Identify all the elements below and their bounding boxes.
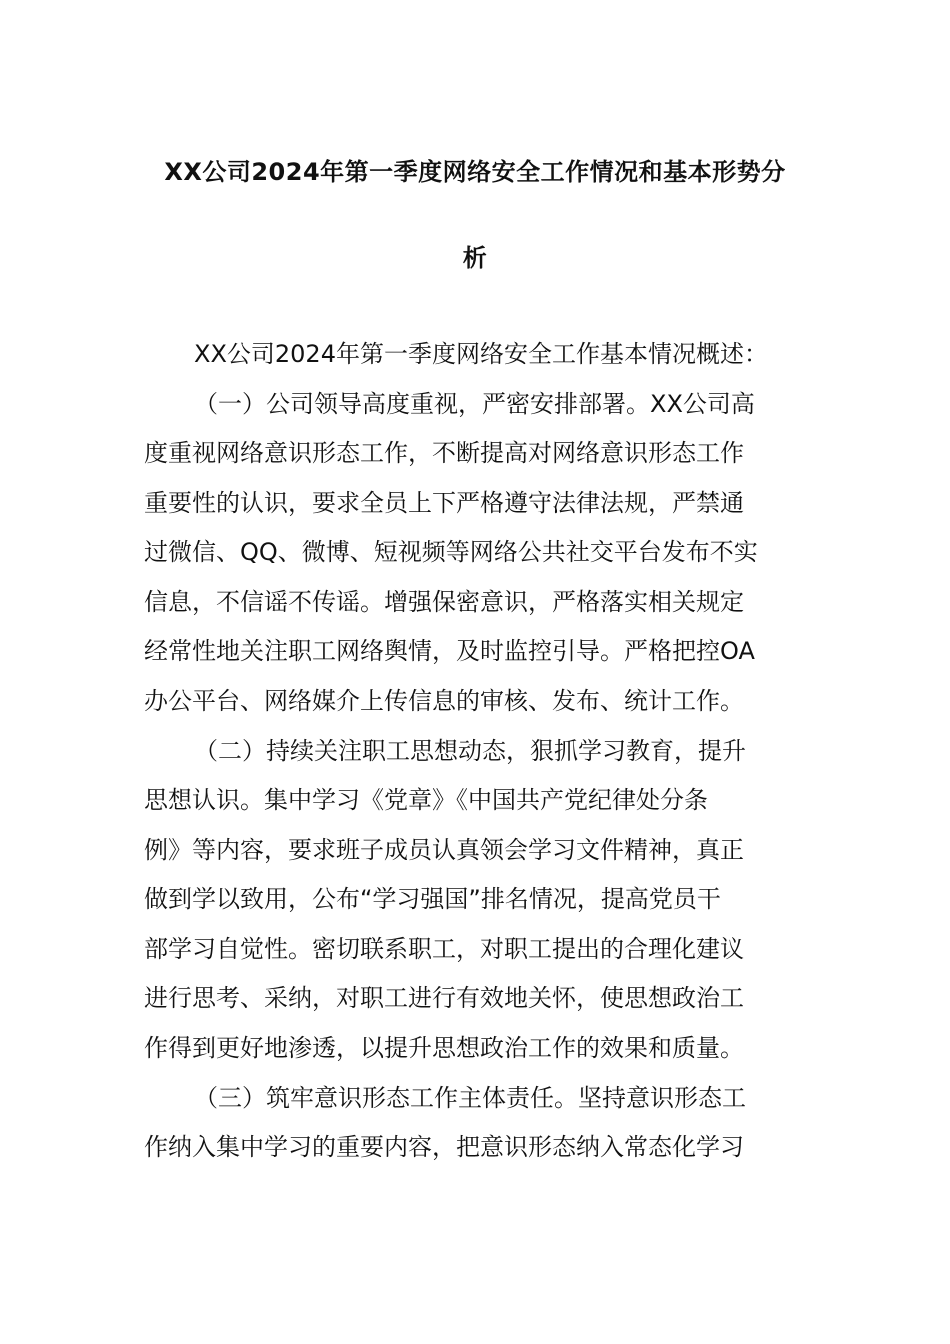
document-title-line-2: 析 xyxy=(462,244,488,272)
paragraph-line: （一）公司领导高度重视，严密安排部署。XX公司高 xyxy=(194,390,755,418)
paragraph-line: 作得到更好地渗透，以提升思想政治工作的效果和质量。 xyxy=(144,1034,744,1062)
paragraph-line: 例》等内容，要求班子成员认真领会学习文件精神，真正 xyxy=(144,836,744,864)
paragraph-line: 办公平台、网络媒介上传信息的审核、发布、统计工作。 xyxy=(144,687,744,715)
paragraph-line: 做到学以致用，公布“学习强国”排名情况，提高党员干 xyxy=(144,885,721,913)
paragraph-line: 思想认识。集中学习《党章》《中国共产党纪律处分条 xyxy=(144,786,708,814)
paragraph-line: 度重视网络意识形态工作，不断提高对网络意识形态工作 xyxy=(144,439,744,467)
paragraph-line: 信息，不信谣不传谣。增强保密意识，严格落实相关规定 xyxy=(144,588,744,616)
paragraph-line: 进行思考、采纳，对职工进行有效地关怀，使思想政治工 xyxy=(144,984,744,1012)
paragraph-line: （二）持续关注职工思想动态，狠抓学习教育，提升 xyxy=(194,737,746,765)
document-title-line-1: XX公司2024年第一季度网络安全工作情况和基本形势分 xyxy=(164,158,786,186)
paragraph-line: XX公司2024年第一季度网络安全工作基本情况概述： xyxy=(194,340,768,368)
paragraph-line: 过微信、QQ、微博、短视频等网络公共社交平台发布不实 xyxy=(144,538,758,566)
paragraph-line: 部学习自觉性。密切联系职工，对职工提出的合理化建议 xyxy=(144,935,744,963)
paragraph-line: 重要性的认识，要求全员上下严格遵守法律法规，严禁通 xyxy=(144,489,744,517)
paragraph-line: （三）筑牢意识形态工作主体责任。坚持意识形态工 xyxy=(194,1084,746,1112)
paragraph-line: 经常性地关注职工网络舆情，及时监控引导。严格把控OA xyxy=(144,637,755,665)
paragraph-line: 作纳入集中学习的重要内容，把意识形态纳入常态化学习 xyxy=(144,1133,744,1161)
